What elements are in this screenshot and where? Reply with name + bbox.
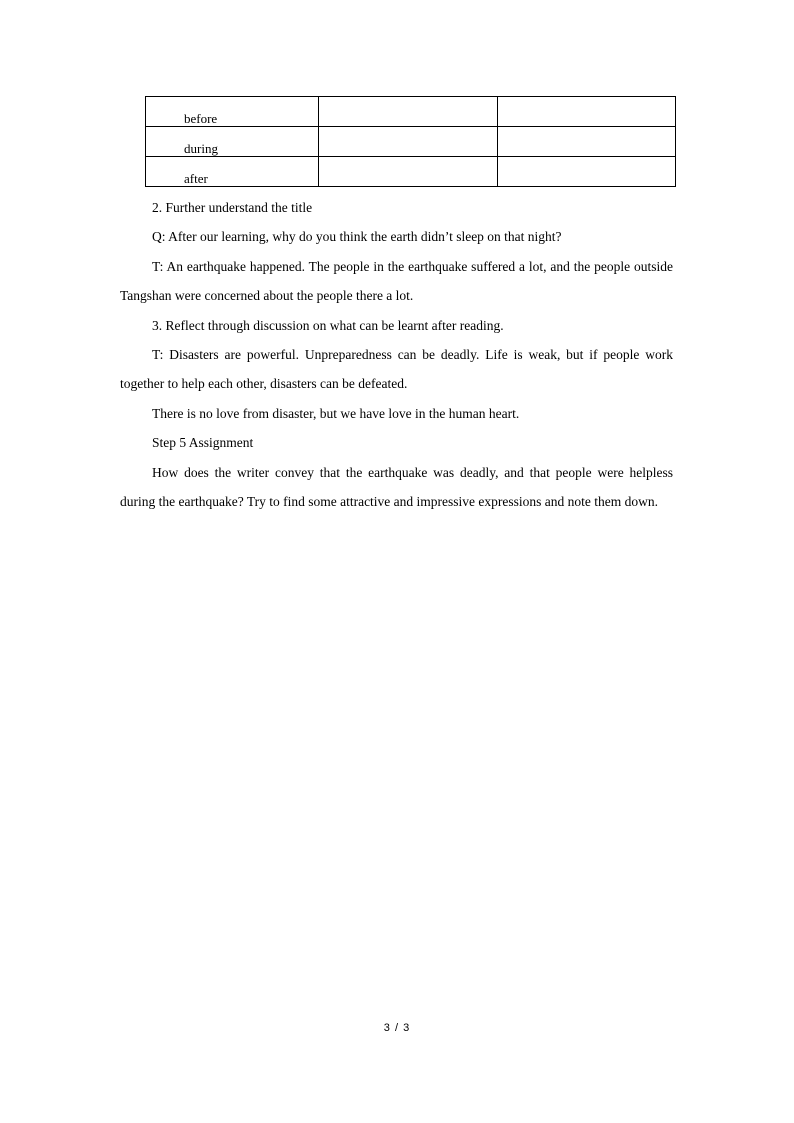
table-row [146, 97, 676, 127]
table-cell-label [146, 97, 319, 127]
row-label-during: during [184, 141, 218, 156]
teacher-reflection-paragraph: T: Disasters are powerful. Unpreparedness can be deadly. Life is weak, but if people work together to help each other, disasters can be defeated. [120, 347, 673, 392]
table-row [146, 127, 676, 157]
table-cell-label [146, 157, 319, 187]
love-statement: There is no love from disaster, but we have love in the human heart. [152, 405, 520, 421]
row-label-before: before [184, 111, 218, 126]
page-number: 3 / 3 [383, 1022, 411, 1034]
table-cell-empty [319, 127, 498, 157]
teacher-answer-paragraph: T: An earthquake happened. The people in the earthquake suffered a lot, and the people outside Tangshan were concerned about the people there a lot. [120, 258, 673, 304]
heading-further-understand: 2. Further understand the title [152, 200, 313, 215]
table-cell-empty [498, 97, 676, 127]
table-cell-empty [498, 157, 676, 187]
table-cell-empty [319, 157, 498, 187]
table-cell-empty [319, 97, 498, 127]
heading-reflect: 3. Reflect through discussion on what can be learnt after reading. [152, 317, 504, 333]
heading-assignment: Step 5 Assignment [152, 435, 254, 451]
table-cell-empty [498, 127, 676, 157]
question-paragraph: Q: After our learning, why do you think the earth didn’t sleep on that night? [152, 229, 562, 245]
earthquake-stage-table [145, 96, 676, 187]
body-text [120, 193, 673, 516]
assignment-paragraph: How does the writer convey that the earthquake was deadly, and that people were helpless during the earthquake? Try to find some attractive and impressive expressions and note them down. [120, 464, 673, 510]
table-row [146, 157, 676, 187]
row-label-after: after [184, 171, 208, 186]
table-cell-label [146, 127, 319, 157]
